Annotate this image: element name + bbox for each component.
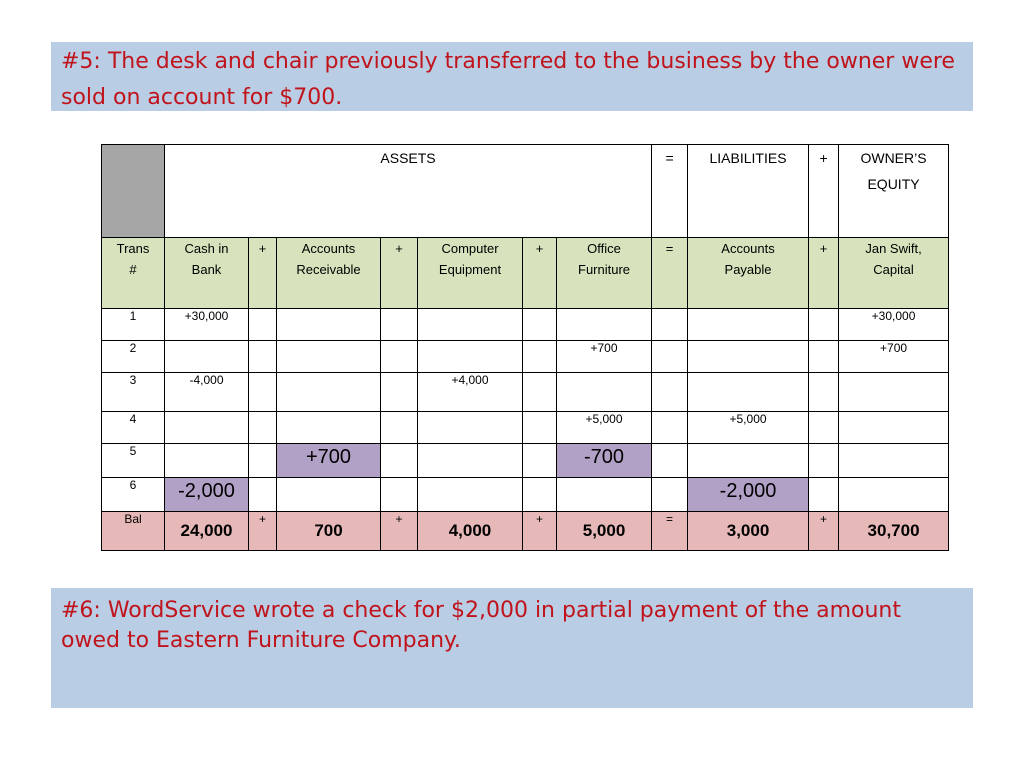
cell-of: +700 xyxy=(557,341,652,373)
cell-ap xyxy=(688,444,809,478)
equals-header: = xyxy=(652,145,688,238)
cell-ce xyxy=(418,309,523,341)
col-computer-equipment: Computer Equipment xyxy=(418,238,523,309)
balance-cash: 24,000 xyxy=(165,512,249,551)
cell-of-highlight: -700 xyxy=(557,444,652,478)
header-row xyxy=(102,145,949,238)
table-row xyxy=(102,341,949,373)
table-row xyxy=(102,412,949,444)
cell-cap xyxy=(839,412,949,444)
balance-equals: = xyxy=(652,512,688,551)
transaction-5-text: #5: The desk and chair previously transferred to the business by the owner were sold on account for $700. xyxy=(61,49,955,110)
cell-ce xyxy=(418,444,523,478)
transaction-5-banner xyxy=(51,42,973,111)
cell-trans: 5 xyxy=(102,444,165,478)
cell-cap xyxy=(839,444,949,478)
cell-ap xyxy=(688,373,809,412)
column-header-row xyxy=(102,238,949,309)
cell-cap: +700 xyxy=(839,341,949,373)
accounting-equation-table xyxy=(101,144,949,551)
corner-cell xyxy=(102,145,165,238)
col-plus: + xyxy=(523,238,557,309)
equity-line2: EQUITY xyxy=(867,176,920,192)
cell-cap xyxy=(839,478,949,512)
cell-cash: -4,000 xyxy=(165,373,249,412)
cell-of: +5,000 xyxy=(557,412,652,444)
col-cash-in-bank: Cash in Bank xyxy=(165,238,249,309)
equity-line1: OWNER’S xyxy=(860,150,927,166)
cell-ce xyxy=(418,412,523,444)
cell-ap-highlight: -2,000 xyxy=(688,478,809,512)
table-row xyxy=(102,373,949,412)
cell-trans: 1 xyxy=(102,309,165,341)
cell-ar xyxy=(277,373,381,412)
balance-of: 5,000 xyxy=(557,512,652,551)
balance-plus: + xyxy=(523,512,557,551)
cell-ar xyxy=(277,341,381,373)
cell-of xyxy=(557,309,652,341)
col-accounts-receivable: Accounts Receivable xyxy=(277,238,381,309)
cell-of xyxy=(557,373,652,412)
cell-cash-highlight: -2,000 xyxy=(165,478,249,512)
balance-label: Bal xyxy=(102,512,165,551)
cell-cash: +30,000 xyxy=(165,309,249,341)
col-jan-swift-capital: Jan Swift, Capital xyxy=(839,238,949,309)
cell-ce xyxy=(418,341,523,373)
plus-header: + xyxy=(809,145,839,238)
balance-ar: 700 xyxy=(277,512,381,551)
col-plus: + xyxy=(381,238,418,309)
table-row xyxy=(102,444,949,478)
cell-ce: +4,000 xyxy=(418,373,523,412)
transaction-6-banner xyxy=(51,588,973,708)
cell-of xyxy=(557,478,652,512)
cell-ar xyxy=(277,309,381,341)
balance-plus: + xyxy=(809,512,839,551)
owners-equity-header xyxy=(839,145,949,238)
cell-trans: 3 xyxy=(102,373,165,412)
liabilities-header: LIABILITIES xyxy=(688,145,809,238)
table-row xyxy=(102,309,949,341)
balance-row xyxy=(102,512,949,551)
cell-trans: 2 xyxy=(102,341,165,373)
cell-ap xyxy=(688,309,809,341)
cell-ar xyxy=(277,478,381,512)
table-row xyxy=(102,478,949,512)
transaction-6-text: #6: WordService wrote a check for $2,000 in partial payment of the amount owed to Eastern Furniture Company. xyxy=(61,598,901,653)
col-equals: = xyxy=(652,238,688,309)
col-office-furniture: Office Furniture xyxy=(557,238,652,309)
balance-cap: 30,700 xyxy=(839,512,949,551)
cell-trans: 4 xyxy=(102,412,165,444)
cell-trans: 6 xyxy=(102,478,165,512)
col-plus: + xyxy=(809,238,839,309)
cell-cash xyxy=(165,412,249,444)
assets-header: ASSETS xyxy=(165,145,652,238)
cell-ar-highlight: +700 xyxy=(277,444,381,478)
balance-plus: + xyxy=(249,512,277,551)
balance-ce: 4,000 xyxy=(418,512,523,551)
balance-plus: + xyxy=(381,512,418,551)
cell-ap xyxy=(688,341,809,373)
cell-ar xyxy=(277,412,381,444)
cell-ce xyxy=(418,478,523,512)
cell-ap: +5,000 xyxy=(688,412,809,444)
col-plus: + xyxy=(249,238,277,309)
cell-cap: +30,000 xyxy=(839,309,949,341)
cell-cash xyxy=(165,341,249,373)
balance-ap: 3,000 xyxy=(688,512,809,551)
col-accounts-payable: Accounts Payable xyxy=(688,238,809,309)
cell-cash xyxy=(165,444,249,478)
col-trans: Trans # xyxy=(102,238,165,309)
cell-cap xyxy=(839,373,949,412)
